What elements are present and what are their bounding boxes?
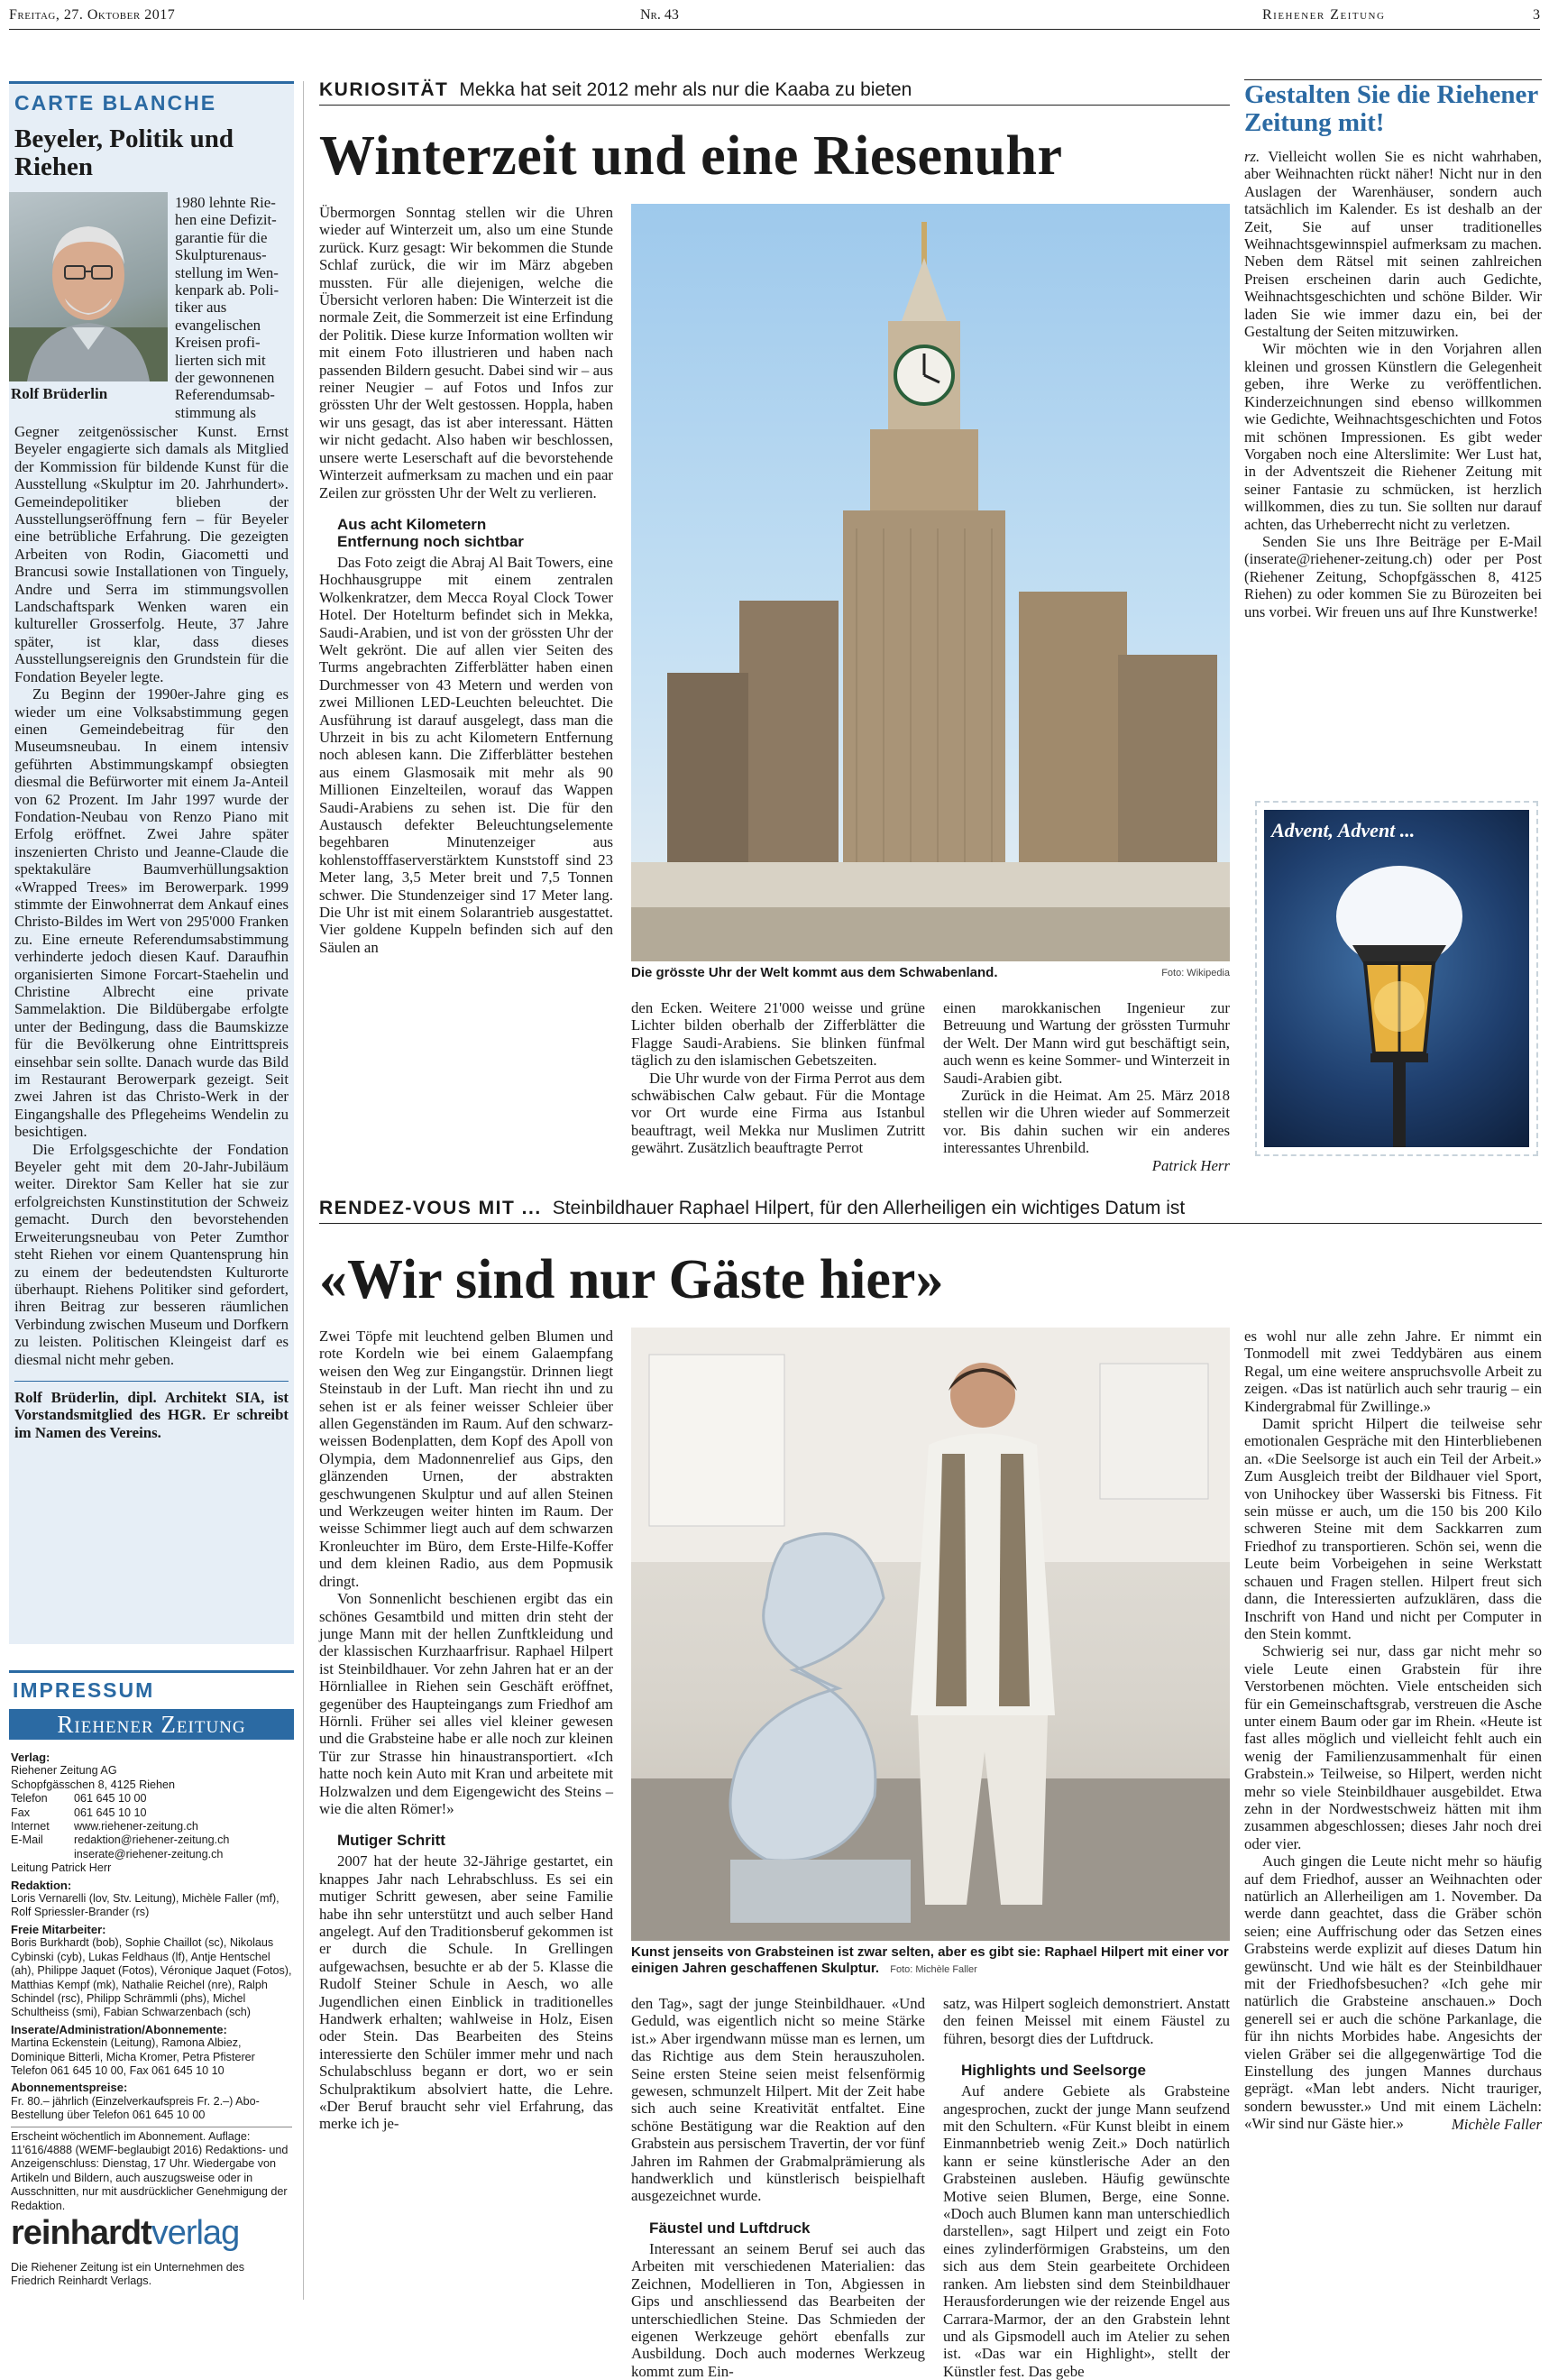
rendez-c4d: Auch gingen die Leute nicht mehr so häufig auf dem Friedhof, ausser an Weihnachten oder natürlich an Allerheiligen am 1. November. Da werde dann geachtet, dass die Gräber schön seien; eine Auffrischung oder das Setzen eines Grabsteins werde explizit auf dieses Datum hin gewünscht. Und wie hält es der Steinbildhauer mit der Friedhofsbesuchen? «Ich gehe mir natürlich die Grabsteine anschauen.» Doch generell sei er auch die schöne Parkanlage, die für ihn nichts Morbides habe. Angesichts der vielen Gräber sei die allgegenwärtige Tod die Einstellung des jungen Mannes durchaus geprägt. «Man lebt anders. Nicht trauriger, sondern bewusster.» Und mit einem Lächeln: «Wir sind nur Gäste hier.» [1244, 1852, 1542, 2133]
clock-tower-image [631, 204, 1230, 961]
header-rule [9, 29, 1540, 30]
impressum-kicker: IMPRESSUM [13, 1678, 155, 1702]
rendez-article [319, 1198, 1542, 2380]
kurios-headline: Winterzeit und eine Riesenuhr [319, 125, 1063, 187]
wrap-line: lierten sich mit [175, 351, 266, 369]
kurios-col2-p2: Die Uhr wurde von der Firma Perrot aus dem schwäbischen Calw gebaut. Für die Montage vor Ort wurde eine Firma aus Istanbul beauftragt, weil Mekka nur Muslimen Zutritt gewährt. Zusätzlich beauftragte Perrot [631, 1069, 925, 1157]
wrap-line: stimmung als [175, 403, 256, 421]
impressum [9, 1670, 294, 2302]
kurios-topline [319, 79, 1230, 106]
kurios-body: Das Foto zeigt die Abraj Al Bait Towers, eine Hochhausgruppe mit einem zentralen Wolkenkratzer, dem Mecca Royal Clock Tower Hotel. Der Hotelturm befindet sich in Mekka, Saudi-Arabien, und ist von der grössten Uhr der Welt gekrönt. Die auf allen vier Seiten des Turms angebrachten Zifferblätter haben einen Durchmesser von 43 Metern und werden von zwei Millionen LED-Leuchten beleuchtet. Die Ausführung ist darauf ausgelegt, dass man die Uhrzeit in bis zu acht Kilometern Entfernung noch ablesen kann. Die Zifferblätter bestehen aus einem Glasmosaik mit mehr als 90 Millionen Einzelteilen, worauf das Wappen Saudi-Arabiens zu sehen ist. Die für den Austausch defekter Beleuchtungselemente begehbaren Minutenzeiger aus kohlenstofffaserverstärktem Kunststoff sind 23 Meter lang, 3,5 Meter breit und 7,5 Tonnen schwer. Die Stundenzeiger sind 17 Meter lang. Die Uhr ist mit einem Solarantrieb ausgestattet. Vier goldene Kuppeln befinden sich auf den Säulen an [319, 553, 613, 956]
wrap-line: kenpark ab. Poli- [175, 281, 280, 299]
carte-wrap-text [175, 194, 290, 421]
carte-p1: Gegner zeitgenössischer Kunst. Ernst Beyeler engagierte sich damals als Mitglied der Kommission für bildende Kunst für die Ausstellung «Skulptur im 20. Jahrhundert». Gemeindepolitiker blieben der Ausstellungseröffnung fern – für Beyeler eine betrübliche Erfahrung. Die gezeigten Arbeiten von Rodin, Giacometti und Brancusi sowie Installationen von Tinguely, Andre und Serra im stimmungsvollen Landschaftspark Wenken waren ein kultureller Grosserfolg. Heute, 37 Jahre später, ist klar, dass dieses Ausstellungsereignis den Grundstein für die Fondation Beyeler legte. [14, 423, 289, 685]
publisher-note: Die Riehener Zeitung ist ein Unternehmen des Friedrich Reinhardt Verlags. [11, 2261, 245, 2288]
rendez-subhead-2: Fäustel und Luftdruck [649, 2219, 811, 2237]
carte-blanche [9, 81, 294, 1644]
lantern-icon [1264, 810, 1529, 1147]
rendez-c3b: Auf andere Gebiete als Grabsteine angesprochen, zuckt der junge Mann seufzend mit den Schultern. «Für Kunst bleibt in einem Einmannbetrieb wenig Zeit.» Doch natürlich kann er seine künstlerische Ader an den Grabsteinen ausleben. Häufig gewünschte Motive seien Blumen, Berge, eine Sonne. «Doch auch Blumen kann man unterschiedlich darstellen», sagt Hilpert und zeigt ein Foto eines zylinderförmigen Grabsteins, um den sich aus dem Stein gearbeitete Orchideen ranken. Am liebsten sind dem Steinbildhauer Herausforderungen wie der reizende Engel aus Carrara-Marmor, der an den Grabstein lehnt und als Gipsmodell auch im Atelier zu sehen ist. «Das war ein Highlight», stellt der Künstler fest. Das gebe [943, 2082, 1230, 2380]
rendez-caption-text: Kunst jenseits von Grabsteinen ist zwar selten, aber es gibt sie: Raphael Hilpert mit einer vor einigen Jahren geschaffenen Skulptur. [631, 1944, 1229, 1976]
rendez-col-1 [319, 1328, 613, 2133]
kurios-kicker: KURIOSITÄT [319, 79, 449, 100]
rendez-kicker: RENDEZ-VOUS MIT ... [319, 1198, 542, 1218]
kurios-col3-p1: einen marokkanischen Ingenieur zur Betreuung und Wartung der grössten Turmuhr der Welt. Der Mann wird gut beschäftigt sein, auch wenn es keine Sommer- und Winterzeit in Saudi-Arabien gibt. [943, 999, 1230, 1087]
freie-text: Boris Burkhardt (bob), Sophie Chaillot (sc), Nikolaus Cybinski (cyb), Lukas Feldhaus (lf), Antje Hentschel (ah), Philippe Jaquet (Fotos), Véronique Jaquet (Fotos), Matthias Kempf (mk), Nathalie Reichel (nre), Ralph Schindel (rsc), Philipp Schrämmli (phs), Michel Schultheiss (smi), Fabian Schwarzenbach (sch) [11, 1936, 292, 2019]
gestalten-title: Gestalten Sie die Riehener Zeitung mit! [1244, 80, 1538, 137]
wrap-line: garantie für die [175, 228, 268, 246]
kurios-author: Patrick Herr [1151, 1156, 1230, 1174]
advent-stamp-text: Advent, Advent ... [1271, 819, 1416, 841]
contact-row[interactable]: inserate@riehener-zeitung.ch [74, 1847, 224, 1861]
rendez-subhead-1: Mutiger Schritt [337, 1832, 445, 1850]
freie-heading: Freie Mitarbeiter: [11, 1922, 106, 1936]
page-number: 3 [1533, 7, 1540, 23]
contact-row[interactable]: Internet www.riehener-zeitung.ch [11, 1820, 198, 1833]
kurios-col-3 [943, 999, 1230, 1174]
rendez-author: Michèle Faller [1451, 2115, 1542, 2133]
logo-part-1: reinhardt [11, 2214, 151, 2252]
rendez-c4: es wohl nur alle zehn Jahre. Er nimmt ein Tonmodell mit zwei Teddybären aus einem Regal, um eine weitere anspruchsvolle Arbeit zu zeigen. «Das ist natürlich auch sehr traurig – ein Kindergrabmal für Zwillinge.» [1244, 1328, 1542, 1415]
masthead [9, 5, 1540, 29]
abo-heading: Abonnementspreise: [11, 2081, 128, 2095]
wrap-line: tiker aus [175, 299, 227, 317]
kurios-col2-p1: den Ecken. Weitere 21'000 weisse und grüne Lichter bilden oberhalb der Zifferblätter die Flagge Saudi-Arabiens. Sie blinken fünfmal täglich zu den islamischen Gebetszeiten. [631, 999, 925, 1070]
contact-row: Fax 061 645 10 10 [11, 1806, 147, 1819]
kurios-article [319, 72, 1230, 1199]
rendez-subhead-3: Highlights und Seelsorge [961, 2062, 1146, 2080]
paper-name: Riehener Zeitung [1262, 7, 1386, 23]
kurios-intro: Übermorgen Sonntag stellen wir die Uhren wieder auf Winterzeit um, also um eine Stunde zurück. Kurz gesagt: Wir bekommen die Stunde Schlaf zurück, die wir im März abgeben mussten. Für alle diejenigen, welche die Übersicht verloren haben: Die Winterzeit ist die normale Zeit, die Sommerzeit ist eine Erfindung der Politik. Diese kurze Information wollten wir mit einem Foto illustrieren und haben nach passenden Bildern gesucht. Dabei sind wir – aus reiner Neugier – auf Fotos und Infos zur grössten Uhr der Welt gestossen. Hoppla, haben wir uns gesagt, das ist aber interessant. Hätten wir nicht gedacht. Also haben wir beschlossen, unsere werte Leserschaft auf die bevorstehende Winterzeit aufmerksam zu machen und ein paar Zeilen zur grössten Uhr der Welt zu verlieren. [319, 204, 613, 501]
rendez-topline [319, 1198, 1542, 1224]
carte-body [14, 423, 289, 1441]
author-portrait [9, 192, 168, 381]
verlag-heading: Verlag: [11, 1751, 50, 1764]
impressum-body [11, 1751, 292, 2213]
issue-date: Freitag, 27. Oktober 2017 [9, 7, 176, 23]
column-divider [303, 81, 304, 2300]
kurios-caption-text: Die grösste Uhr der Welt kommt aus dem Schwabenland. [631, 965, 998, 980]
gestalten-box [1244, 72, 1542, 1199]
leitung-line: Leitung Patrick Herr [11, 1861, 112, 1875]
kurios-col-1 [319, 204, 613, 956]
portrait-caption: Rolf Brüderlin [11, 385, 108, 402]
rendez-caption [631, 1944, 1230, 1978]
rendez-col-4 [1244, 1328, 1542, 2133]
rendez-subject: Steinbildhauer Raphael Hilpert, für den Allerheiligen ein wichtiges Datum ist [552, 1198, 1186, 1218]
kurios-photo-credit: Foto: Wikipedia [1161, 968, 1230, 979]
carte-title: Beyeler, Politik und Riehen [14, 124, 234, 181]
gestalten-p1: rz. Vielleicht wollen Sie es nicht wahrhaben, aber Weihnachten rückt näher! Nicht nur in den Auslagen der Warenhäuser, sondern auch tatsächlich im Kalender. Es ist deshalb an der Zeit, Sie auf unser traditionelles Weihnachtsgewinnspiel aufmerksam zu machen. Neben dem Rätsel mit seinen zahlreichen Preisen erscheinen darin auch Gedichte, Weihnachtsgeschichten und schöne Bilder. Wir laden Sie wie immer dazu ein, bei der Gestaltung der Seiten mitzuwirken. [1244, 148, 1542, 341]
kurios-subhead-1: Aus acht Kilometern Entfernung noch sichtbar [337, 515, 524, 550]
carte-signature: Rolf Brüderlin, dipl. Architekt SIA, ist Vorstandsmitglied des HGR. Er schreibt im Namen des Vereins. [14, 1381, 289, 1441]
redaktion-heading: Redaktion: [11, 1878, 72, 1892]
rendez-photo-credit: Foto: Michèle Faller [890, 1964, 977, 1975]
portrait-image [9, 192, 168, 381]
wrap-line: Kreisen profi- [175, 334, 261, 352]
wrap-line: Skulpturenaus- [175, 246, 267, 264]
rendez-c1b: Von Sonnenlicht beschienen ergibt das ein schönes Gesamtbild und mitten drin steht der junge Mann mit der hellen Zunftkleidung und der klassischen Kurzhaarfrisur. Raphael Hilpert ist Steinbildhauer. Vor zehn Jahren hat er an der Hörnliallee in Riehen sein Geschäft eröffnet, gegenüber des Haupteingangs zum Friedhof am Hörnli. Früher sei alles viel kleiner gewesen und die Grabsteine habe er alle noch zur kleinen Tür zur Strasse hin hinaustransportiert. «Ich hatte noch kein Auto mit Kran und arbeitete mit Holzwalzen und dem Eigengewicht des Steins – wie die alten Römer!» [319, 1590, 613, 1817]
carte-p2: Zu Beginn der 1990er-Jahre ging es wieder um eine Volksabstimmung gegen einen Gemeindebeitrag für den Museumsneubau. In einem intensiv geführten Abstimmungskampf obsiegten diesmal die Befürworter mit einem Ja-Anteil von 62 Prozent. Im Jahr 1997 wurde der Fondation-Neubau von Renzo Piano mit Erfolg eröffnet. Zwei Jahre später inszenierten Christo und Jeanne-Claude die spektakuläre Baumverhüllungsaktion «Wrapped Trees» im Berowerpark. 1999 stimmte der Einwohnerrat dem Ankauf eines Christo-Bildes im Wert von 295'000 Franken zu. Eine erneute Referendumsabstimmung verhinderte jedoch diesen Kauf. Daraufhin organisierten Simone Forcart-Staehelin und Christine Albrecht eine private Sammelaktion. Die Bildübergabe erfolgte unter der Bedingung, dass die Baumskizze für die Bevölkerung ohne Eintrittspreis einsehbar sein sollte. Danach wurde das Bild im Restaurant Berowerpark gezeigt. Seit zwei Jahren ist das Christo-Werk in der Eingangshalle des Pflegeheims Wendelin zu besichtigen. [14, 685, 289, 1141]
abo-text: Fr. 80.– jährlich (Einzelverkaufspreis Fr. 2.–) Abo-Bestellung über Telefon 061 645 10 00 [11, 2094, 260, 2122]
kurios-subject: Mekka hat seit 2012 mehr als nur die Kaaba zu bieten [459, 79, 912, 100]
rendez-intro: Zwei Töpfe mit leuchtend gelben Blumen und rote Kordeln wie bei einem Galaempfang weisen den Weg zur Eingangstür. Drinnen liegt Steinstaub in der Luft. Man riecht ihn und zu sehen ist er als feiner weisser Schleier über allen Gegenständen im Raum. Auf den schwarz-weissen Bodenplatten, dem Kopf des Apoll von Olympia, dem Madonnenrelief aus Gips, den glänzenden Urnen, der abstrakten geschwungenen Skulptur und auf allen Steinen und Werkzeugen weiter hinten im Raum. Der weisse Schimmer liegt auch auf dem schwarzen Kronleuchter im Büro, dem Erste-Hilfe-Koffer und dem kleinen Radio, aus dem Popmusik dringt. [319, 1328, 613, 1590]
clock-tower-photo [631, 204, 1230, 961]
rendez-headline: «Wir sind nur Gäste hier» [319, 1249, 944, 1310]
wrap-line: 1980 lehnte Rie- [175, 194, 276, 211]
rendez-c3: satz, was Hilpert sogleich demonstriert. Anstatt den feinen Meissel mit einem Fäustel zu führen, besorgt dies der Luftdruck. [943, 1995, 1230, 2047]
wrap-line: der gewonnenen [175, 369, 275, 387]
sculptor-image [631, 1328, 1230, 1941]
verlag-line: Riehener Zeitung AG [11, 1764, 117, 1778]
advent-stamp [1255, 801, 1538, 1156]
carte-kicker: CARTE BLANCHE [14, 91, 217, 115]
wrap-line: stellung im Wen- [175, 263, 279, 281]
rendez-c4c: Schwierig sei nur, dass gar nicht mehr so viele Leute einen Grabstein für ihre Verstorbenen möchten. Viele entscheiden sich für ein Gemeinschaftsgrab, verstreuen die Asche unter einem Baum oder gar im Rhein. «Heute ist fast alles möglich und vielleicht fehlt auch ein wenig der Familienzusammenhalt für einen Grabstein.» Teilweise, so Hilpert, werden nicht mehr so viele Steinbildhauer ausgebildet. Etwa zehn in der Nordwestschweiz hätten mit ihm zusammen abgeschlossen; dieses Jahr noch drei oder vier. [1244, 1642, 1542, 1852]
wrap-line: Referendumsab- [175, 386, 275, 404]
rendez-c2: den Tag», sagt der junge Steinbildhauer. «Und Geduld, was eigentlich nicht so meine Stärke ist.» Aber irgendwann müsse man es lernen, um das Richtige aus dem Stein herauszuholen. Seine ersten Steine seien meist felsenförmig gewesen, schmunzelt Hilpert. Mit der Zeit habe sich auch seine Kreativität entfaltet. Eine schöne Bestätigung war die Reaktion auf den Grabstein aus persischem Travertin, der vor fünf Jahren im Rahmen der Grabmalprämierung als handwerklich und künstlerisch beispielhaft ausgezeichnet wurde. [631, 1995, 925, 2205]
gestalten-body [1244, 148, 1542, 620]
kurios-col3-p2: Zurück in die Heimat. Am 25. März 2018 stellen wir die Uhren wieder auf Sommerzeit vor. Bis dahin suchen wir ein anderes interessantes Uhrenbild. [943, 1087, 1230, 1157]
inserate-text: Martina Eckenstein (Leitung), Ramona Albiez, Dominique Bitterli, Micha Kromer, Petra Pfisterer Telefon 061 645 10 00, Fax 061 645 10 10 [11, 2036, 255, 2077]
kurios-caption [631, 965, 1230, 981]
rendez-c1c: 2007 hat der heute 32-Jährige gestartet, ein knappes Jahr nach Lehrabschluss. Es sei ein mutiger Schritt gewesen, aber seine Familie habe ihn sehr unterstützt und auch selber Hand angelegt. Auf den Traditionsberuf gekommen ist er durch die Schule. In Grellingen aufgewachsen, besuchte er ab der 5. Klasse die Rudolf Steiner Schule in Aesch, wo alle Jugendlichen einen Einblick in traditionelles Handwerk erhalten; wahlweise in Holz, Eisen oder Stein. Das Bearbeiten des Steins interessierte den Schüler immer mehr und nach Schulabschluss begann er dort, wo er sein Schulpraktikum absolviert hatte, die Lehre. «Der Beruf braucht sehr viel Erfahrung, das merke ich je- [319, 1852, 613, 2133]
gestalten-p3: Senden Sie uns Ihre Beiträge per E-Mail (inserate@riehener-zeitung.ch) oder per Post (Riehener Zeitung, Schopfgässchen 8, 4125 Riehen) zu oder kommen Sie zu Bürozeiten bei uns vorbei. Wir freuen uns auf Ihre Kunstwerke! [1244, 532, 1542, 620]
wrap-line: evangelischen [175, 316, 261, 334]
rendez-c4b: Damit spricht Hilpert die teilweise sehr emotionalen Gespräche mit den Hinterbliebenen an. «Die Seelsorge ist auch ein Teil der Arbeit.» Zum Ausgleich treibt der Bildhauer viel Sport, von Unihockey über Wasserski bis Fitness. Fit sein müsse er auch, um die 150 bis 200 Kilo schweren Steine mit dem Sackkarren zum Friedhof zu transportieren. Schön sei, wenn die Leute beim Vorbeigehen in seine Werkstatt schauen und Fragen stellen. Hilpert freut sich dann, die Interessierten aufzuklären, dass die Inschrift von Hand und nicht per Computer in den Stein kommt. [1244, 1415, 1542, 1642]
issue-number: Nr. 43 [640, 7, 679, 23]
logo-part-2: verlag [151, 2214, 240, 2252]
advent-stamp-image [1264, 810, 1529, 1147]
carte-p3: Die Erfolgsgeschichte der Fondation Beyeler geht mit dem 20-Jahr-Jubiläum weiter. Direktor Sam Keller hat sie zur erfolgreichsten Kunstinstitution der Schweiz gemacht. Durch den bevorstehenden Erweiterungsneubau von Peter Zumthor steht Riehen vor einem Quantensprung hin zu einem der bedeutendsten Kulturorte überhaupt. Riehens Politiker sind gefordert, ihren Beitrag zur besseren räumlichen Verbindung zwischen Museum und Dorfkern zu leisten. Politischen Kleingeist darf es diesmal nicht mehr geben. [14, 1140, 289, 1368]
inserate-heading: Inserate/Administration/Abonnemente: [11, 2022, 227, 2036]
impressum-footer: Erscheint wöchentlich im Abonnement. Auflage: 11'616/4888 (WEMF-beglaubigt 2016) Redaktions- und Anzeigenschluss: Dienstag, 17 Uhr. Wiedergabe von Artikeln und Bildern, auch auszugsweise oder in Ausschnitten, nur mit ausdrücklicher Genehmigung der Redaktion. [11, 2127, 292, 2213]
contact-row[interactable]: E-Mail redaktion@riehener-zeitung.ch [11, 1833, 230, 1847]
rendez-col-2 [631, 1995, 925, 2380]
sculptor-photo [631, 1328, 1230, 1941]
rendez-col-3 [943, 1995, 1230, 2380]
redaktion-text: Loris Vernarelli (lov, Stv. Leitung), Michèle Faller (mf), Rolf Spriessler-Brander (rs) [11, 1892, 280, 1919]
contact-row: Telefon 061 645 10 00 [11, 1792, 147, 1806]
gestalten-p2: Wir möchten wie in den Vorjahren allen kleinen und grossen Künstlern die Gelegenheit geben, ihre Werke zu veröffentlichen. Kinderzeichnungen sind ebenso willkommen wie Gedichte, Weihnachtsgeschichten und Fotos mit schönen Impressionen. Es gibt weder Vorgaben noch eine Alterslimite: Wer Lust hat, in der Adventszeit die Riehener Zeitung mit seiner Fantasie zu schmücken, ist herzlich willkommen, dies zu tun. Sie sollten nur darauf achten, das Urheberrecht nicht zu verletzen. [1244, 340, 1542, 533]
wrap-line: hen eine Defizit- [175, 211, 277, 229]
rendez-c2b: Interessant an seinem Beruf sei auch das Arbeiten mit verschiedenen Materialien: das Zeichnen, Modellieren in Ton, Abgiessen in Gips und anschliessend das Bearbeiten der unterschiedlichen Steine. Das Schmieden der eigenen Werkzeuge gehört ebenfalls zur Ausbildung. Doch auch modernes Werkzeug kommt zum Ein- [631, 2239, 925, 2380]
impressum-banner: Riehener Zeitung [9, 1709, 294, 1740]
publisher-logo [11, 2214, 239, 2253]
verlag-line: Schopfgässchen 8, 4125 Riehen [11, 1778, 176, 1791]
kurios-col-2 [631, 999, 925, 1157]
